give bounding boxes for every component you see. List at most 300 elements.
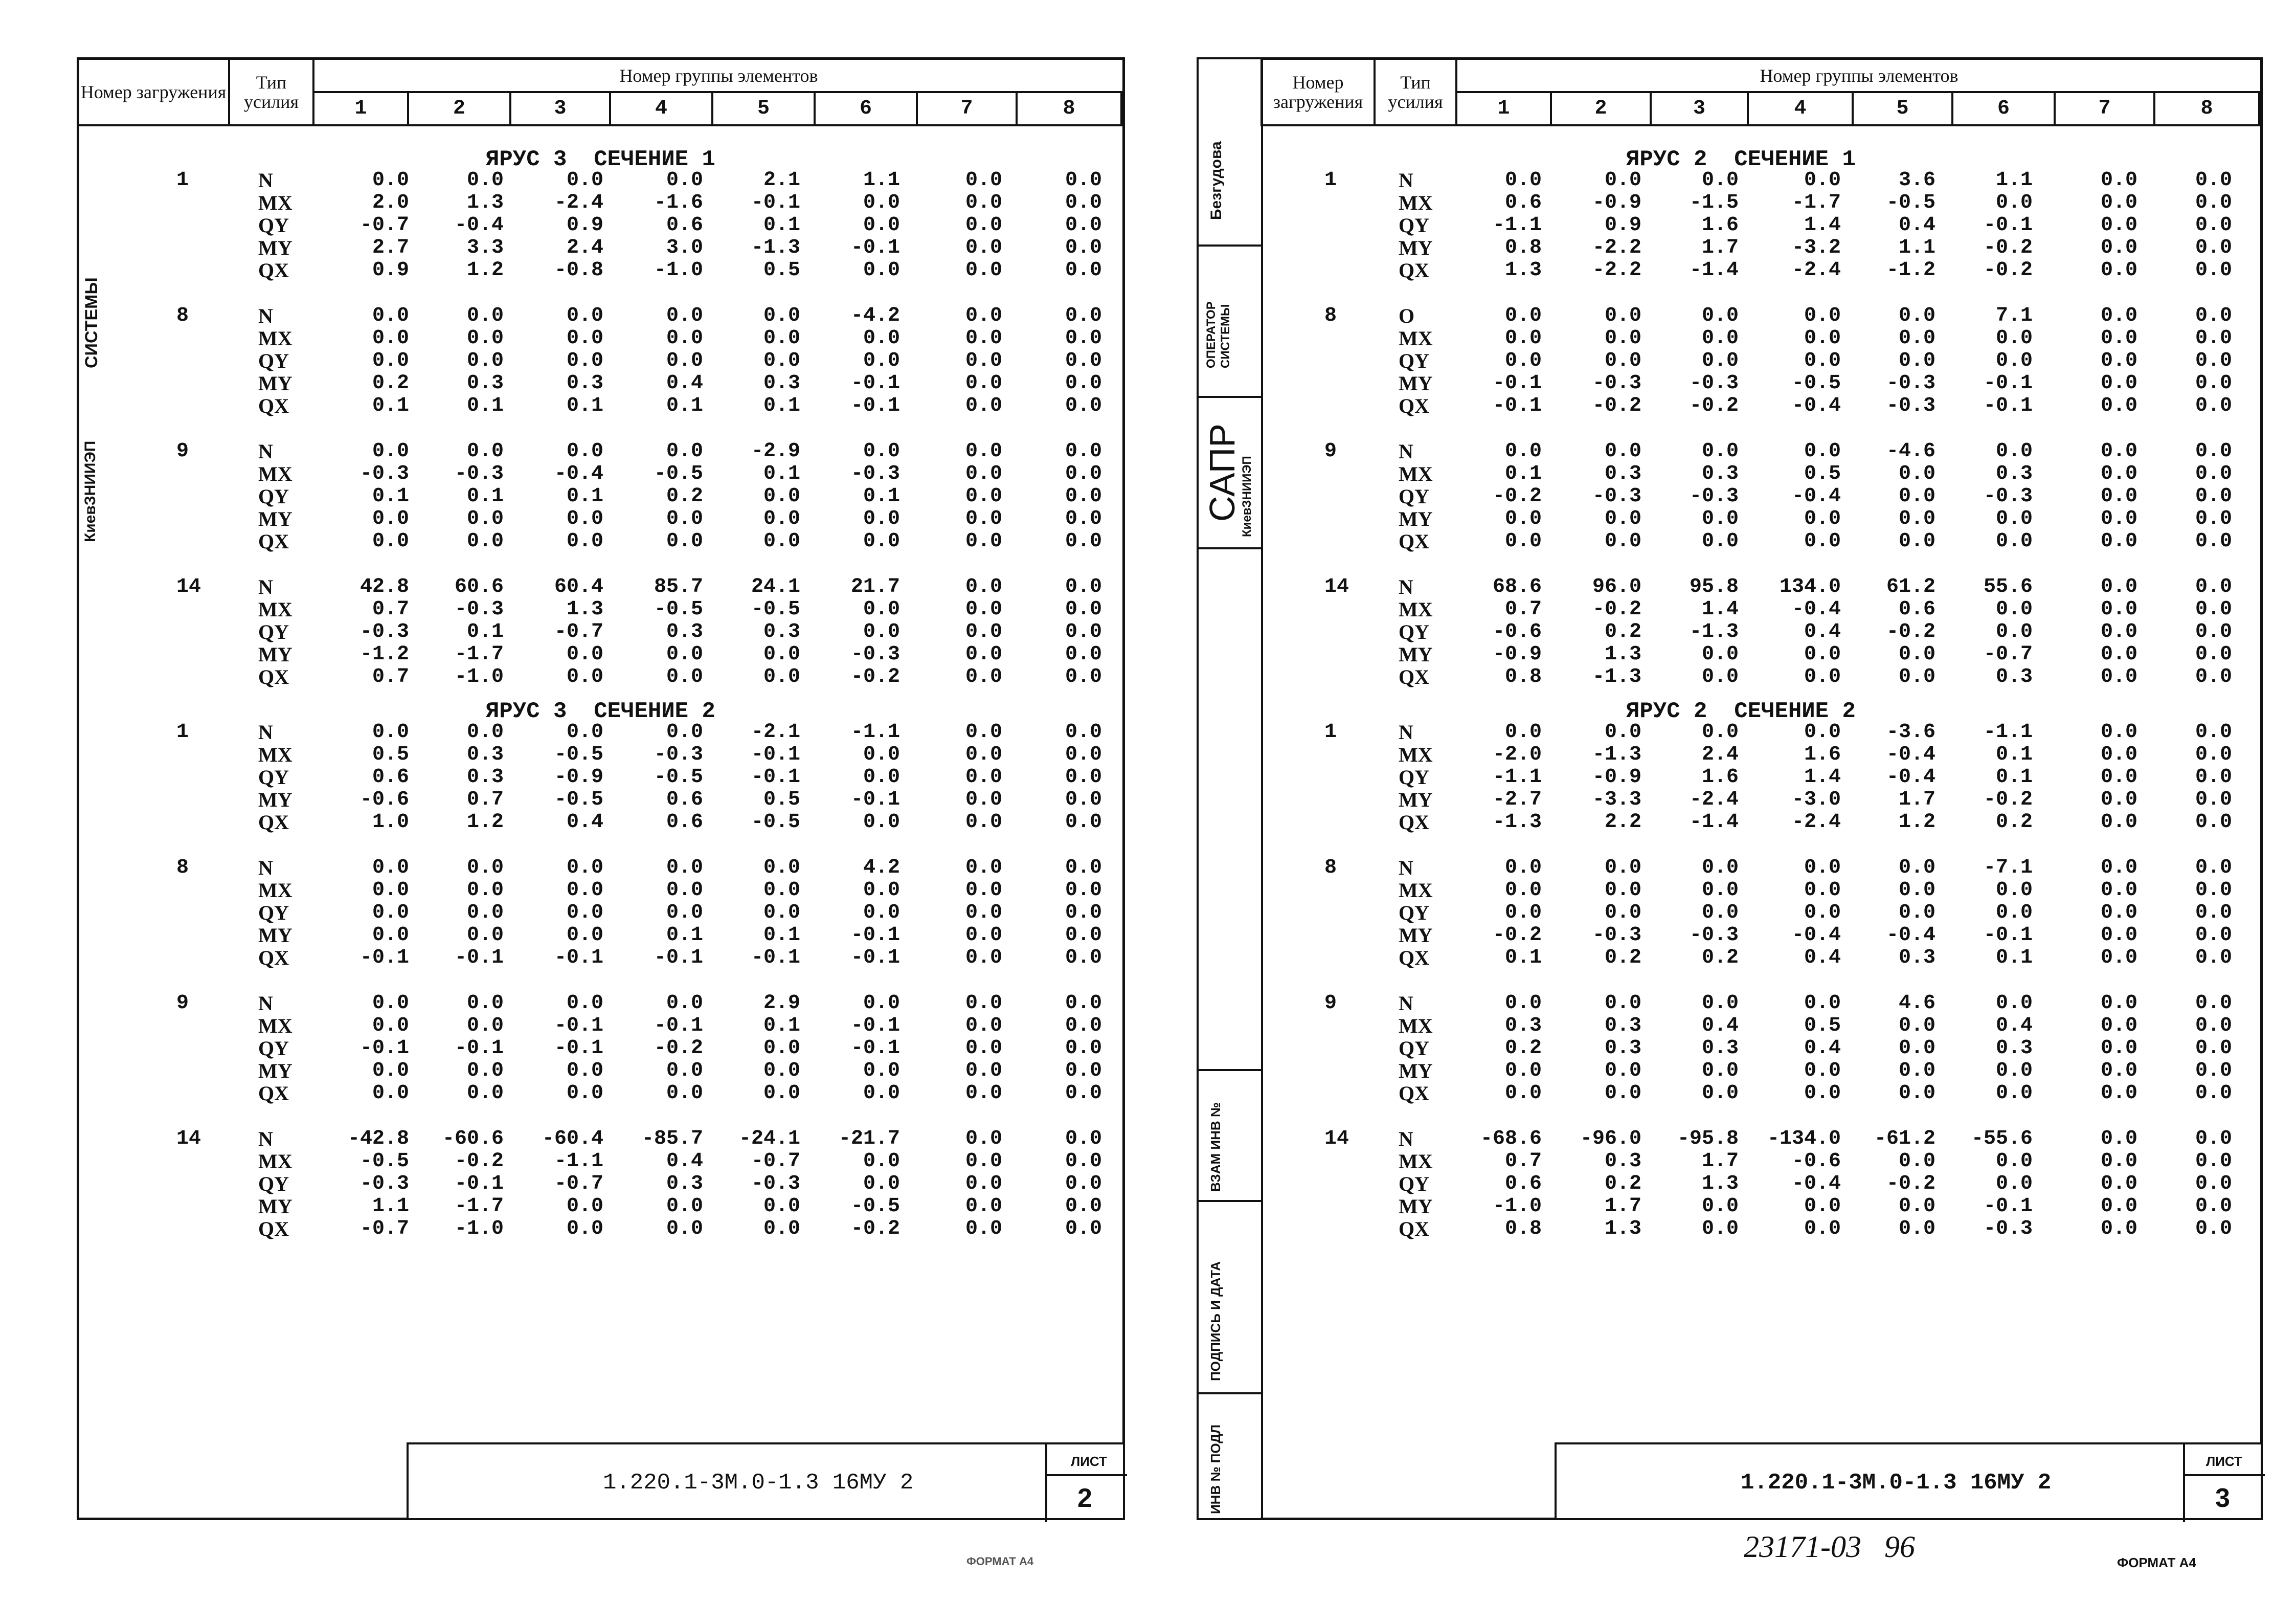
table-cell: 7.1 [1995, 304, 2033, 327]
table-cell: 0.1 [666, 394, 703, 417]
table-cell: 1.4 [1804, 214, 1841, 237]
table-cell: 0.0 [1898, 349, 1935, 372]
load-number: 9 [1324, 992, 1337, 1015]
table-cell: 0.0 [1701, 879, 1739, 902]
table-cell: 0.0 [466, 169, 504, 192]
stamp-divider [2183, 1444, 2185, 1522]
table-cell: -2.2 [1592, 236, 1641, 259]
force-type: N [258, 440, 273, 463]
table-cell: 0.0 [2100, 1172, 2137, 1195]
table-cell: -2.4 [554, 191, 603, 214]
table-cell: 2.2 [1604, 811, 1641, 834]
force-type: MX [1399, 191, 1433, 214]
force-type: MX [258, 1150, 292, 1173]
table-cell: 0.0 [2195, 811, 2232, 834]
table-cell: 0.0 [2195, 1217, 2232, 1240]
table-cell: -0.9 [1492, 643, 1542, 666]
table-cell: 85.7 [654, 575, 703, 598]
table-cell: 0.0 [863, 327, 900, 350]
table-cell: 0.9 [1604, 214, 1641, 237]
table-cell: 0.0 [763, 349, 800, 372]
table-cell: 1.2 [466, 811, 504, 834]
table-cell: 0.0 [1804, 349, 1841, 372]
table-cell: 0.0 [1898, 665, 1935, 688]
load-number: 9 [176, 440, 189, 463]
table-cell: 0.0 [1804, 1217, 1841, 1240]
table-cell: 21.7 [850, 575, 900, 598]
table-cell: -1.3 [1492, 811, 1542, 834]
table-cell: 0.0 [965, 1059, 1002, 1082]
col-header-load: Номер загружения [77, 60, 230, 126]
table-cell: 0.0 [666, 901, 703, 924]
table-cell: -0.1 [554, 1037, 603, 1060]
table-cell: 0.0 [965, 1217, 1002, 1240]
table-cell: -1.7 [454, 643, 504, 666]
table-cell: -2.0 [1492, 743, 1542, 766]
table-cell: -1.4 [1689, 811, 1739, 834]
table-cell: 0.0 [372, 856, 409, 879]
table-cell: 0.1 [763, 924, 800, 947]
table-cell: -61.2 [1874, 1127, 1935, 1150]
table-cell: 0.0 [666, 1059, 703, 1082]
table-cell: -0.4 [1791, 394, 1841, 417]
table-cell: 0.5 [763, 259, 800, 282]
table-cell: -0.3 [1689, 485, 1739, 508]
table-cell: 0.0 [1065, 924, 1102, 947]
table-cell: 0.0 [566, 992, 603, 1015]
table-cell: 1.7 [1701, 1150, 1739, 1173]
table-cell: 0.1 [566, 485, 603, 508]
table-cell: -0.1 [751, 743, 800, 766]
table-cell: -0.3 [1983, 485, 2033, 508]
table-cell: 0.6 [666, 214, 703, 237]
table-cell: -0.4 [1791, 1172, 1841, 1195]
table-cell: 0.0 [1065, 372, 1102, 395]
table-cell: -95.8 [1677, 1127, 1739, 1150]
force-type: MY [1399, 1195, 1433, 1218]
table-cell: 0.9 [372, 259, 409, 282]
table-cell: 1.4 [1701, 598, 1739, 621]
table-cell: 0.0 [1804, 304, 1841, 327]
table-row [0, 901, 2232, 924]
table-cell: -0.1 [554, 1014, 603, 1037]
table-cell: 0.0 [1804, 643, 1841, 666]
table-cell: 0.0 [965, 643, 1002, 666]
load-number: 1 [1324, 721, 1337, 744]
table-cell: 0.0 [372, 924, 409, 947]
table-cell: -0.4 [1886, 743, 1935, 766]
table-cell: 0.0 [2195, 575, 2232, 598]
table-cell: 0.0 [666, 304, 703, 327]
force-type: MX [1399, 327, 1433, 350]
force-type: MY [1399, 1059, 1433, 1082]
force-type: N [258, 304, 273, 327]
table-cell: 0.0 [1995, 901, 2033, 924]
table-cell: -1.1 [1492, 214, 1542, 237]
table-cell: 0.0 [1065, 946, 1102, 969]
table-row [0, 1082, 2232, 1105]
force-type: N [1399, 169, 1413, 192]
force-type: QY [258, 1037, 289, 1060]
table-cell: 1.3 [1604, 1217, 1641, 1240]
stamp-sheet-label: ЛИСТ [2206, 1454, 2242, 1469]
table-cell: 0.0 [2195, 1127, 2232, 1150]
table-cell: -1.6 [654, 191, 703, 214]
table-cell: 0.0 [1604, 304, 1641, 327]
table-cell: 0.0 [466, 507, 504, 530]
table-cell: -0.1 [850, 1037, 900, 1060]
table-cell: 0.0 [2195, 721, 2232, 744]
table-cell: 0.0 [1065, 992, 1102, 1015]
table-cell: 1.4 [1804, 766, 1841, 789]
table-cell: 0.0 [1898, 462, 1935, 485]
table-cell: 0.0 [965, 598, 1002, 621]
table-cell: 0.0 [763, 856, 800, 879]
force-type: MX [258, 598, 292, 621]
table-cell: 0.0 [1701, 440, 1739, 463]
table-cell: 0.0 [1701, 721, 1739, 744]
force-type: N [258, 1127, 273, 1150]
group-number-header: 3 [1652, 93, 1749, 126]
table-cell: -1.1 [554, 1150, 603, 1173]
table-cell: 0.0 [1701, 304, 1739, 327]
table-cell: 0.0 [1504, 304, 1542, 327]
group-number-header: 6 [816, 93, 918, 126]
table-cell: -0.3 [359, 462, 409, 485]
table-cell: 0.0 [2195, 1150, 2232, 1173]
table-cell: 0.7 [1504, 598, 1542, 621]
table-cell: 0.2 [666, 485, 703, 508]
table-cell: -0.2 [1886, 620, 1935, 643]
table-cell: -0.4 [1791, 598, 1841, 621]
table-cell: 0.0 [1504, 1059, 1542, 1082]
force-type: N [1399, 992, 1413, 1015]
table-cell: 0.0 [666, 992, 703, 1015]
table-cell: 0.0 [1701, 856, 1739, 879]
force-type: QX [1399, 259, 1429, 282]
table-cell: 0.0 [1898, 304, 1935, 327]
table-cell: 0.0 [566, 507, 603, 530]
group-number-header: 4 [611, 93, 713, 126]
stamp-right [1555, 1442, 2263, 1520]
table-cell: 0.2 [1701, 946, 1739, 969]
table-cell: -1.0 [454, 665, 504, 688]
force-type: MY [258, 236, 292, 259]
table-cell: 0.0 [2100, 643, 2137, 666]
table-cell: 0.0 [1065, 1014, 1102, 1037]
table-cell: -1.1 [850, 721, 900, 744]
table-cell: 0.0 [2195, 349, 2232, 372]
table-cell: 0.3 [1995, 665, 2033, 688]
table-cell: 0.0 [372, 507, 409, 530]
table-cell: -0.5 [850, 1195, 900, 1218]
table-cell: 0.0 [863, 743, 900, 766]
table-cell: -0.1 [850, 1014, 900, 1037]
force-type: QX [1399, 1217, 1429, 1240]
table-cell: 0.0 [1604, 879, 1641, 902]
force-type: QY [1399, 620, 1429, 643]
force-type: QY [258, 620, 289, 643]
table-cell: 0.0 [1701, 992, 1739, 1015]
table-cell: 0.0 [1065, 1150, 1102, 1173]
group-number-header: 1 [1457, 93, 1552, 126]
table-cell: -1.1 [1983, 721, 2033, 744]
table-cell: 0.1 [1504, 462, 1542, 485]
table-cell: -0.4 [1791, 485, 1841, 508]
table-cell: -134.0 [1767, 1127, 1841, 1150]
table-cell: 0.0 [2100, 766, 2137, 789]
table-cell: 0.5 [1804, 1014, 1841, 1037]
table-cell: 0.0 [2195, 598, 2232, 621]
table-cell: 0.0 [2100, 191, 2137, 214]
table-cell: -0.3 [1592, 485, 1641, 508]
table-cell: 0.3 [466, 766, 504, 789]
table-cell: 2.1 [763, 169, 800, 192]
table-cell: 0.0 [1604, 721, 1641, 744]
table-cell: 0.0 [372, 721, 409, 744]
table-cell: 0.0 [2195, 507, 2232, 530]
force-type: QY [258, 349, 289, 372]
table-cell: 1.7 [1898, 788, 1935, 811]
table-cell: 61.2 [1886, 575, 1935, 598]
force-type: QY [258, 485, 289, 508]
table-cell: 0.0 [1065, 665, 1102, 688]
force-type: MX [1399, 1150, 1433, 1173]
group-number-header: 3 [511, 93, 611, 126]
table-cell: 0.0 [2100, 1195, 2137, 1218]
table-cell: 0.6 [372, 766, 409, 789]
table-cell: 0.1 [763, 1014, 800, 1037]
table-cell: 60.4 [554, 575, 603, 598]
table-cell: 0.0 [466, 879, 504, 902]
table-cell: 0.9 [566, 214, 603, 237]
table-cell: 0.0 [1701, 530, 1739, 553]
table-cell: 0.0 [2195, 766, 2232, 789]
table-cell: 0.0 [1065, 236, 1102, 259]
table-cell: 0.6 [1504, 1172, 1542, 1195]
table-cell: 0.0 [1504, 1082, 1542, 1105]
table-cell: 0.0 [965, 372, 1002, 395]
table-cell: 0.0 [965, 214, 1002, 237]
table-cell: 0.0 [1898, 485, 1935, 508]
side-box-inv [1197, 1069, 1263, 1202]
table-cell: 0.0 [1804, 901, 1841, 924]
table-cell: 0.1 [372, 394, 409, 417]
table-cell: -0.1 [850, 924, 900, 947]
table-cell: 2.0 [372, 191, 409, 214]
table-cell: -0.4 [454, 214, 504, 237]
table-cell: 3.3 [466, 236, 504, 259]
table-cell: 0.0 [863, 507, 900, 530]
table-cell: 0.0 [2100, 575, 2137, 598]
table-cell: 0.0 [1065, 1217, 1102, 1240]
force-type: MX [1399, 1014, 1433, 1037]
force-type: MX [258, 462, 292, 485]
group-number-header: 7 [2056, 93, 2155, 126]
table-cell: 0.0 [2195, 462, 2232, 485]
force-type: QX [258, 1217, 289, 1240]
table-cell: 0.0 [372, 1014, 409, 1037]
table-cell: 0.0 [1804, 992, 1841, 1015]
table-cell: 4.6 [1898, 992, 1935, 1015]
table-cell: 0.0 [965, 327, 1002, 350]
table-cell: -1.0 [1492, 1195, 1542, 1218]
table-cell: 0.0 [2195, 304, 2232, 327]
force-type: MY [258, 1195, 292, 1218]
table-cell: 68.6 [1492, 575, 1542, 598]
force-type: N [258, 575, 273, 598]
table-cell: 1.1 [863, 169, 900, 192]
table-cell: 0.0 [466, 1014, 504, 1037]
table-cell: 4.2 [863, 856, 900, 879]
table-cell: 0.4 [1804, 1037, 1841, 1060]
table-cell: 0.0 [466, 924, 504, 947]
table-cell: 0.0 [2195, 1014, 2232, 1037]
table-cell: 0.2 [1604, 1172, 1641, 1195]
table-cell: 0.2 [1995, 811, 2033, 834]
table-cell: 1.6 [1701, 214, 1739, 237]
table-cell: 0.0 [566, 440, 603, 463]
table-cell: 0.0 [1804, 1195, 1841, 1218]
table-cell: -0.3 [1592, 372, 1641, 395]
group-number-header: 8 [2155, 93, 2260, 126]
table-cell: 42.8 [359, 575, 409, 598]
load-number: 8 [1324, 304, 1337, 327]
table-cell: 0.3 [1995, 1037, 2033, 1060]
table-cell: 0.0 [566, 304, 603, 327]
table-cell: 0.0 [965, 992, 1002, 1015]
table-cell: 0.0 [2195, 924, 2232, 947]
table-cell: 0.0 [965, 507, 1002, 530]
table-cell: 0.0 [1701, 349, 1739, 372]
table-cell: 0.1 [1995, 743, 2033, 766]
force-type: O [1399, 304, 1415, 327]
table-cell: 0.0 [1504, 721, 1542, 744]
table-cell: -0.1 [1983, 372, 2033, 395]
table-cell: 0.0 [763, 485, 800, 508]
force-type: QY [258, 766, 289, 789]
table-cell: -0.5 [751, 598, 800, 621]
table-cell: -0.5 [554, 743, 603, 766]
table-cell: 0.0 [466, 1059, 504, 1082]
table-cell: 0.0 [2195, 214, 2232, 237]
force-type: QX [1399, 394, 1429, 417]
table-cell: 0.4 [1898, 214, 1935, 237]
table-cell: 0.0 [2195, 169, 2232, 192]
force-type: MX [1399, 598, 1433, 621]
table-cell: -0.2 [1983, 788, 2033, 811]
table-cell: 0.0 [2100, 394, 2137, 417]
table-cell: 0.0 [372, 169, 409, 192]
table-cell: 0.0 [2100, 1082, 2137, 1105]
load-number: 1 [1324, 169, 1337, 192]
table-cell: 0.0 [2195, 856, 2232, 879]
table-cell: -4.6 [1886, 440, 1935, 463]
table-cell: -1.3 [1592, 665, 1641, 688]
table-cell: 0.0 [1898, 1195, 1935, 1218]
table-cell: -42.8 [347, 1127, 409, 1150]
table-cell: 0.0 [2195, 1059, 2232, 1082]
table-cell: 0.0 [1995, 191, 2033, 214]
table-cell: 1.1 [372, 1195, 409, 1218]
table-cell: -0.3 [850, 643, 900, 666]
table-cell: -2.4 [1791, 259, 1841, 282]
table-cell: 0.0 [1804, 507, 1841, 530]
table-cell: 0.6 [1504, 191, 1542, 214]
table-cell: -0.9 [1592, 191, 1641, 214]
table-cell: 0.0 [863, 349, 900, 372]
table-cell: 134.0 [1779, 575, 1841, 598]
table-cell: 0.0 [2100, 1059, 2137, 1082]
table-cell: 0.0 [2195, 620, 2232, 643]
table-cell: 0.0 [566, 901, 603, 924]
table-cell: 0.1 [863, 485, 900, 508]
table-cell: 0.8 [1504, 665, 1542, 688]
table-cell: 0.4 [1701, 1014, 1739, 1037]
table-cell: 0.0 [666, 169, 703, 192]
table-cell: 0.3 [1701, 1037, 1739, 1060]
force-type: MY [258, 507, 292, 530]
table-cell: 0.4 [666, 372, 703, 395]
table-cell: 0.3 [466, 743, 504, 766]
table-cell: 0.0 [1065, 327, 1102, 350]
table-cell: -0.5 [751, 811, 800, 834]
table-cell: 0.0 [1898, 1082, 1935, 1105]
table-cell: 1.0 [372, 811, 409, 834]
force-type: QX [258, 394, 289, 417]
table-cell: -0.8 [554, 259, 603, 282]
side-box-orig-inv [1197, 1392, 1263, 1520]
table-cell: 0.0 [666, 327, 703, 350]
table-cell: 0.1 [1995, 946, 2033, 969]
table-cell: 0.0 [1604, 507, 1641, 530]
force-type: MY [1399, 643, 1433, 666]
table-cell: 0.0 [566, 665, 603, 688]
table-cell: 0.0 [863, 259, 900, 282]
load-number: 8 [1324, 856, 1337, 879]
table-cell: 0.0 [1065, 485, 1102, 508]
table-cell: 0.0 [2100, 507, 2137, 530]
table-cell: 0.0 [1898, 1059, 1935, 1082]
table-cell: -0.1 [654, 946, 703, 969]
table-cell: 0.0 [566, 721, 603, 744]
table-cell: 0.7 [372, 598, 409, 621]
table-cell: 96.0 [1592, 575, 1641, 598]
table-cell: 0.3 [763, 372, 800, 395]
table-cell: -0.2 [1983, 259, 2033, 282]
table-cell: -0.1 [1983, 214, 2033, 237]
table-cell: 0.0 [466, 304, 504, 327]
table-cell: -1.1 [1492, 766, 1542, 789]
side-label-author: Безгудова [1208, 141, 1225, 220]
force-type: MX [1399, 879, 1433, 902]
table-cell: -0.1 [454, 1172, 504, 1195]
col-header-groups: Номер группы элементов [314, 60, 1125, 93]
table-cell: -0.5 [654, 766, 703, 789]
table-cell: 0.1 [763, 462, 800, 485]
table-cell: 0.0 [566, 643, 603, 666]
table-cell: 0.1 [466, 394, 504, 417]
table-cell: 0.3 [1604, 1150, 1641, 1173]
table-cell: 0.0 [2195, 440, 2232, 463]
table-cell: 0.0 [1065, 743, 1102, 766]
table-cell: 0.0 [1504, 507, 1542, 530]
table-cell: -60.6 [442, 1127, 504, 1150]
table-row [0, 530, 2232, 553]
table-cell: 0.0 [2195, 879, 2232, 902]
table-cell: 0.0 [1065, 259, 1102, 282]
table-cell: 0.0 [965, 575, 1002, 598]
